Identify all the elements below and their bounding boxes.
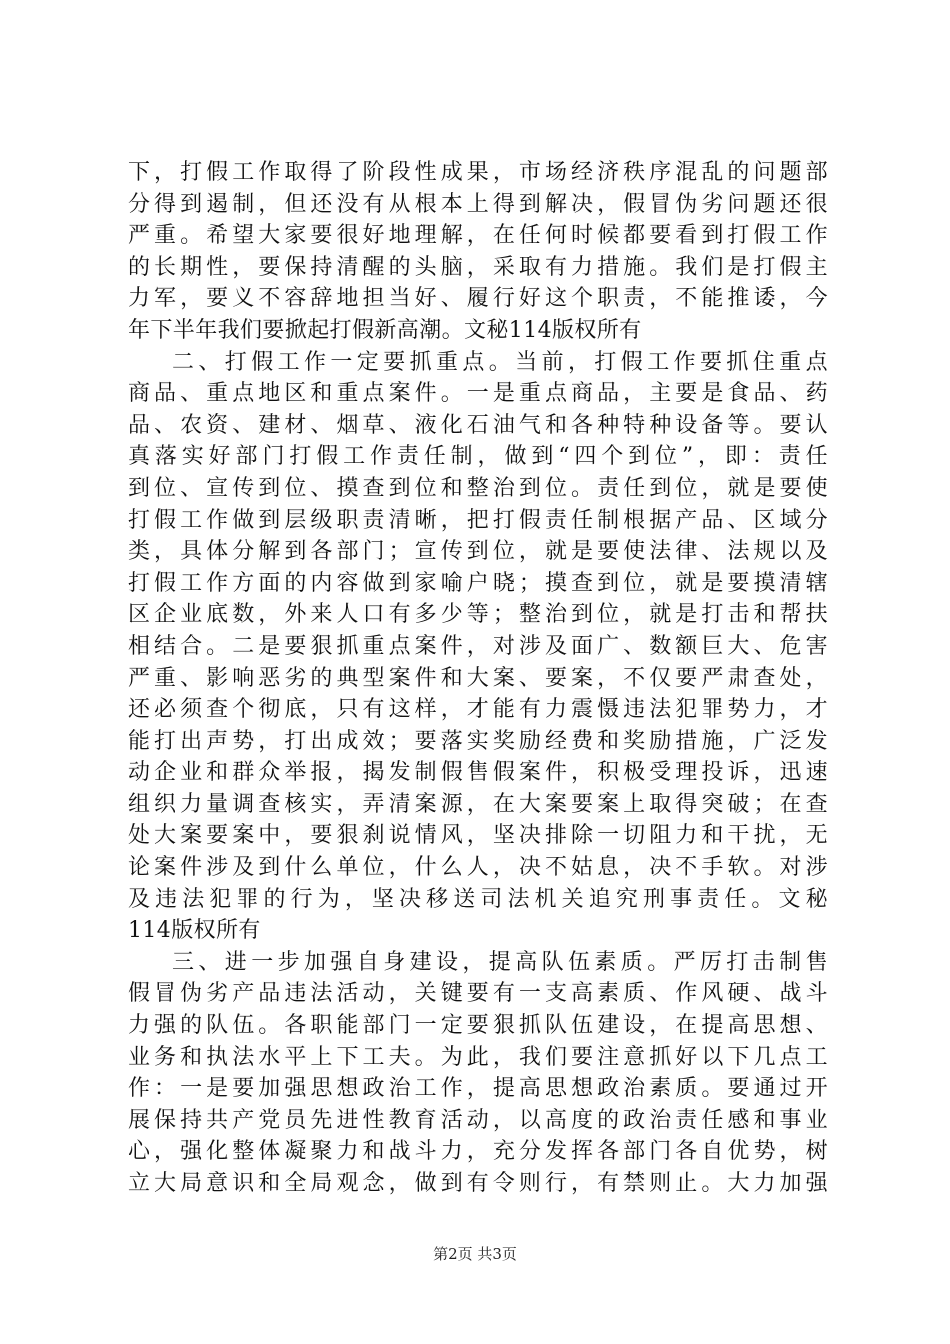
text-line: 品、农资、建材、烟草、液化石油气和各种特种设备等。要认 [128, 412, 828, 438]
text-line: 下，打假工作取得了阶段性成果，市场经济秩序混乱的问题部 [128, 160, 828, 185]
text-line: 相结合。二是要狠抓重点案件，对涉及面广、数额巨大、危害 [128, 633, 828, 659]
text-line: 及违法犯罪的行为，坚决移送司法机关追究刑事责任。文秘 [128, 886, 828, 912]
text-line: 力军，要义不容辞地担当好、履行好这个职责，不能推诿，今 [128, 286, 828, 312]
text-line: 还必须查个彻底，只有这样，才能有力震慑违法犯罪势力，才 [128, 697, 828, 723]
text-line: 分得到遏制，但还没有从根本上得到解决，假冒伪劣问题还很 [128, 191, 828, 217]
text-line: 114版权所有 [128, 918, 261, 944]
text-line: 论案件涉及到什么单位，什么人，决不姑息，决不手软。对涉 [128, 855, 828, 881]
text-line: 业务和执法水平上下工夫。为此，我们要注意抓好以下几点工 [128, 1044, 828, 1070]
text-line: 二、打假工作一定要抓重点。当前，打假工作要抓住重点 [172, 349, 828, 375]
text-line: 展保持共产党员先进性教育活动，以高度的政治责任感和事业 [128, 1107, 828, 1133]
text-line: 严重。希望大家要很好地理解，在任何时候都要看到打假工作 [128, 223, 828, 249]
text-line: 到位、宣传到位、摸查到位和整治到位。责任到位，就是要使 [128, 475, 828, 501]
text-line: 处大案要案中，要狠刹说情风，坚决排除一切阻力和干扰，无 [128, 823, 828, 849]
text-line: 严重、影响恶劣的典型案件和大案、要案，不仅要严肃查处， [128, 665, 828, 691]
document-body [128, 157, 828, 1200]
text-line: 打假工作方面的内容做到家喻户晓；摸查到位，就是要摸清辖 [128, 570, 828, 596]
text-line: 立大局意识和全局观念，做到有令则行，有禁则止。大力加强 [128, 1171, 828, 1196]
text-line: 真落实好部门打假工作责任制，做到“四个到位”，即：责任 [128, 444, 828, 470]
text-line: 年下半年我们要掀起打假新高潮。文秘114版权所有 [128, 317, 642, 343]
text-line: 三、进一步加强自身建设，提高队伍素质。严厉打击制售 [172, 949, 828, 975]
text-line: 作：一是要加强思想政治工作，提高思想政治素质。要通过开 [128, 1076, 828, 1102]
text-line: 能打出声势，打出成效；要落实奖励经费和奖励措施，广泛发 [128, 728, 828, 754]
text-line: 力强的队伍。各职能部门一定要狠抓队伍建设，在提高思想、 [128, 1013, 828, 1039]
page-footer: 第2页 共3页 [433, 1245, 517, 1263]
text-line: 假冒伪劣产品违法活动，关键要有一支高素质、作风硬、战斗 [128, 981, 828, 1007]
text-line: 类，具体分解到各部门；宣传到位，就是要使法律、法规以及 [128, 539, 828, 565]
text-line: 打假工作做到层级职责清晰，把打假责任制根据产品、区域分 [128, 507, 828, 533]
text-line: 的长期性，要保持清醒的头脑，采取有力措施。我们是打假主 [128, 254, 828, 280]
text-line: 动企业和群众举报，揭发制假售假案件，积极受理投诉，迅速 [128, 760, 828, 786]
text-line: 组织力量调查核实，弄清案源，在大案要案上取得突破；在查 [128, 791, 828, 817]
text-line: 区企业底数，外来人口有多少等；整治到位，就是打击和帮扶 [128, 602, 828, 628]
text-line: 商品、重点地区和重点案件。一是重点商品，主要是食品、药 [128, 381, 828, 407]
text-line: 心，强化整体凝聚力和战斗力，充分发挥各部门各自优势，树 [128, 1139, 828, 1165]
